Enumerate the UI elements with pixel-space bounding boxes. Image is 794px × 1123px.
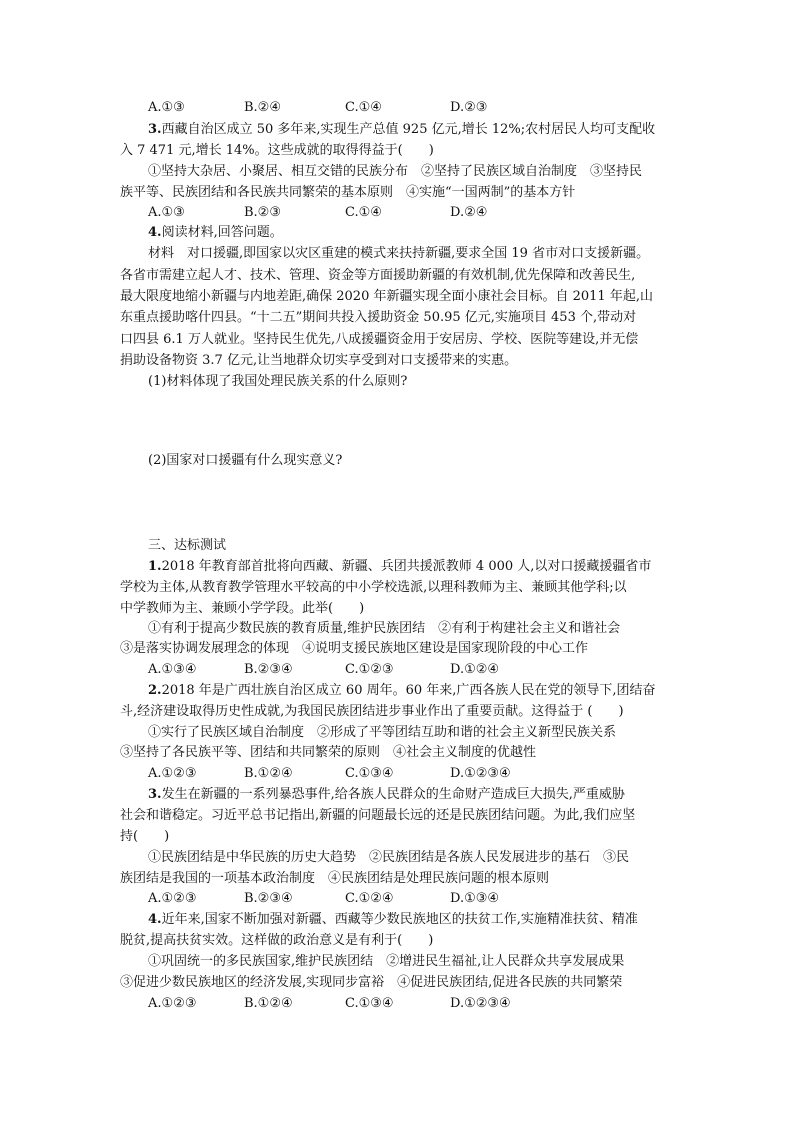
t3-line3: 持( )	[120, 829, 170, 844]
t1-option-b[interactable]: B.②③④	[244, 662, 293, 677]
t4-line4: ③促进少数民族地区的经济发展,实现同步富裕 ④促进民族团结,促进各民族的共同繁荣	[120, 975, 623, 990]
option-c[interactable]: C.①④	[345, 100, 382, 115]
t4-line3: ①巩固统一的多民族国家,维护民族团结 ②增进民生福祉,让人民群众共享发展成果	[148, 954, 625, 969]
t2-number: 2.	[148, 683, 162, 698]
option-d[interactable]: D.②③	[450, 100, 488, 115]
q3-line1	[148, 120, 655, 140]
t2-line2: 斗,经济建设取得历史性成就,为我国民族团结进步事业作出了重要贡献。这得益于 ( )	[120, 704, 624, 719]
q4-title-text: 阅读材料,回答问题。	[161, 225, 283, 240]
q3-stem-1: 西藏自治区成立 50 多年来,实现生产总值 925 亿元,增长 12%;农村居民人均可支配收	[161, 122, 656, 137]
t3-line4: ①民族团结是中华民族的历史大趋势 ②民族团结是各族人民发展进步的基石 ③民	[148, 850, 630, 865]
t4-line2: 脱贫,提高扶贫实效。这样做的政治意义是有利于( )	[120, 933, 434, 948]
q4-material-6: 捐助设备物资 3.7 亿元,让当地群众切实享受到对口支援带来的实惠。	[120, 353, 518, 368]
q4-sub-question-1: (1)材料体现了我国处理民族关系的什么原则?	[148, 374, 408, 389]
t4-option-a[interactable]: A.①②③	[148, 996, 197, 1011]
t2-line4: ③坚持了各民族平等、团结和共同繁荣的原则 ④社会主义制度的优越性	[120, 745, 537, 760]
t1-line5: ③是落实协调发展理念的体现 ④说明支援民族地区建设是国家现阶段的中心工作	[120, 641, 589, 656]
t2-option-b[interactable]: B.①②④	[244, 766, 293, 781]
t1-line1	[148, 557, 651, 577]
t4-option-b[interactable]: B.①②④	[244, 996, 293, 1011]
q3-option-c[interactable]: C.①④	[345, 205, 382, 220]
q3-line2: 入 7 471 元,增长 14%。这些成就的取得得益于( )	[120, 143, 434, 158]
t2-option-c[interactable]: C.①③④	[345, 766, 394, 781]
q3-option-d[interactable]: D.②④	[450, 205, 488, 220]
t4-stem-1: 近年来,国家不断加强对新疆、西藏等少数民族地区的扶贫工作,实施精准扶贫、精准	[161, 912, 638, 927]
t2-option-a[interactable]: A.①②③	[148, 766, 197, 781]
q4-title	[148, 223, 283, 243]
q4-material-4: 东重点援助喀什四县。“十二五”期间共投入援助资金 50.95 亿元,实施项目 453 个,带动对	[120, 310, 637, 325]
t4-option-c[interactable]: C.①③④	[345, 996, 394, 1011]
t3-option-c[interactable]: C.①②④	[345, 891, 394, 906]
t2-line1	[148, 681, 656, 701]
t4-option-d[interactable]: D.①②③④	[450, 996, 511, 1011]
q4-material-2: 各省市需建立起人才、技术、管理、资金等方面援助新疆的有效机制,优先保障和改善民生,	[120, 268, 636, 283]
t3-option-d[interactable]: D.①③④	[450, 891, 500, 906]
q3-number: 3.	[148, 122, 162, 137]
t1-number: 1.	[148, 559, 162, 574]
t1-option-c[interactable]: C.①②③	[345, 662, 394, 677]
t1-line4: ①有利于提高少数民族的教育质量,维护民族团结 ②有利于构建社会主义和谐社会	[148, 621, 621, 636]
q4-material-5: 口四县 6.1 万人就业。坚持民生优先,八成援疆资金用于安居房、学校、医院等建设,并无偿	[120, 332, 639, 347]
q3-option-a[interactable]: A.①③	[148, 205, 185, 220]
t3-number: 3.	[148, 787, 162, 802]
t3-stem-1: 发生在新疆的一系列暴恐事件,给各族人民群众的生命财产造成巨大损失,严重威胁	[161, 787, 625, 802]
t1-stem-1: 2018 年教育部首批将向西藏、新疆、兵团共援派教师 4 000 人,以对口援藏援疆省市	[161, 559, 652, 574]
t4-number: 4.	[148, 912, 162, 927]
q3-line4: 族平等、民族团结和各民族共同繁荣的基本原则 ④实施“一国两制”的基本方针	[120, 185, 576, 200]
t3-option-a[interactable]: A.①②③	[148, 891, 197, 906]
option-b[interactable]: B.②④	[244, 100, 281, 115]
t4-line1	[148, 910, 638, 930]
t1-option-d[interactable]: D.①②④	[450, 662, 500, 677]
t1-line3: 中学教师为主、兼顾小学学段。此举( )	[120, 601, 365, 616]
q3-option-b[interactable]: B.②③	[244, 205, 281, 220]
option-a[interactable]: A.①③	[148, 100, 185, 115]
q4-number: 4.	[148, 225, 162, 240]
t3-line5: 族团结是我国的一项基本政治制度 ④民族团结是处理民族问题的根本原则	[120, 871, 550, 886]
t2-line3: ①实行了民族区域自治制度 ②形成了平等团结互助和谐的社会主义新型民族关系	[148, 725, 617, 740]
t1-option-a[interactable]: A.①③④	[148, 662, 197, 677]
q4-material-3: 最大限度地缩小新疆与内地差距,确保 2020 年新疆实现全面小康社会目标。自 2011 年起,山	[120, 289, 653, 304]
t3-option-b[interactable]: B.②③④	[244, 891, 293, 906]
t1-line2: 学校为主体,从教育教学管理水平较高的中小学校选派,以理科教师为主、兼顾其他学科;以	[120, 580, 627, 595]
q4-sub-question-2: (2)国家对口援疆有什么现实意义?	[148, 453, 343, 468]
t2-option-d[interactable]: D.①②③④	[450, 766, 511, 781]
q3-line3: ①坚持大杂居、小聚居、相互交错的民族分布 ②坚持了民族区域自治制度 ③坚持民	[148, 164, 643, 179]
t2-stem-1: 2018 年是广西壮族自治区成立 60 周年。60 年来,广西各族人民在党的领导下,团结奋	[161, 683, 656, 698]
t3-line1	[148, 785, 625, 805]
t3-line2: 社会和谐稳定。习近平总书记指出,新疆的问题最长远的还是民族团结问题。为此,我们应坚	[120, 808, 636, 823]
section-heading: 三、达标测试	[148, 538, 227, 553]
q4-material-1: 材料 对口援疆,即国家以灾区重建的模式来扶持新疆,要求全国 19 省市对口支援新疆。	[148, 246, 650, 261]
